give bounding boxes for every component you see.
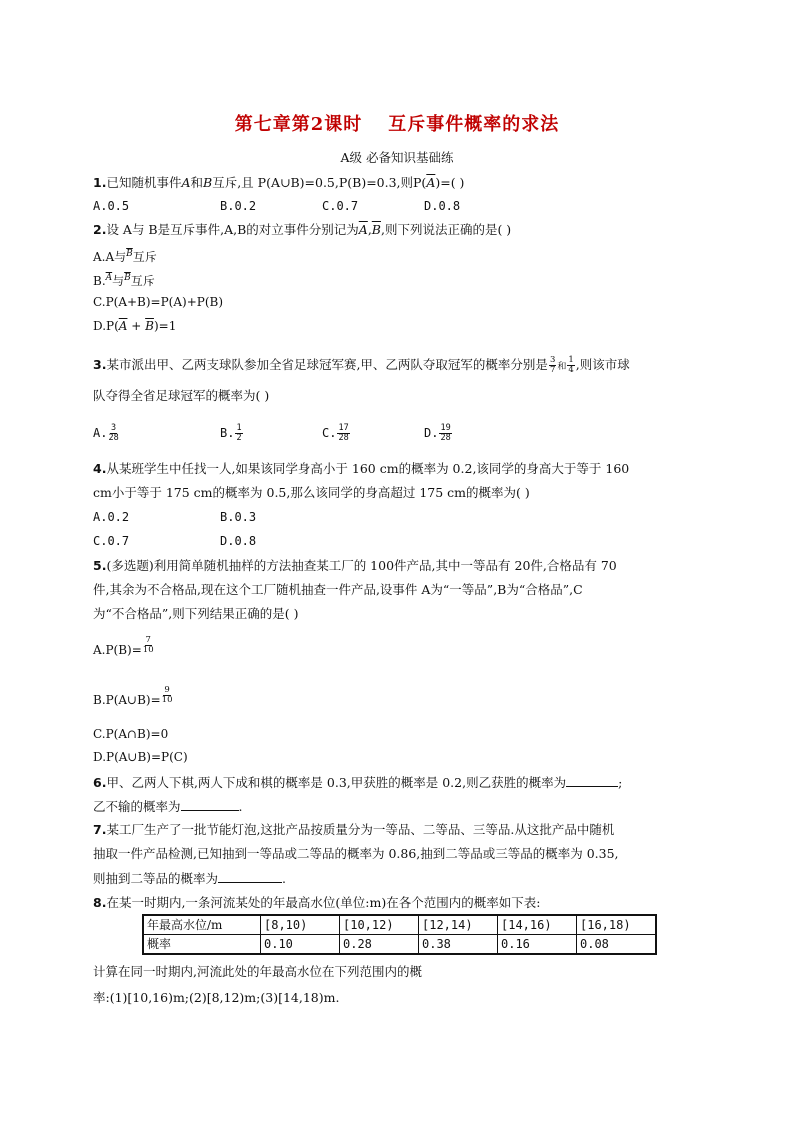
q7-line3: 则抽到二等品的概率为: [93, 871, 219, 886]
q2-number: 2.: [93, 222, 107, 237]
q5-opt-a-num: 7: [145, 635, 151, 645]
table-cell: 0.10: [261, 935, 340, 955]
q3-frac-b-num: 1: [568, 355, 574, 365]
q6-number: 6.: [93, 775, 107, 790]
q5-line1: (多选题)利用简单随机抽样的方法抽查某工厂的 100件产品,其中一等品有 20件,合格品有 70: [106, 558, 617, 573]
q8-number: 8.: [93, 895, 107, 910]
q3-opt-c-label: C.: [322, 426, 337, 440]
q4-option-c[interactable]: C.0.7: [93, 534, 130, 548]
q5-option-a-text: A.P(B)=: [93, 643, 142, 657]
q3-frac-b: [567, 356, 574, 375]
table-cell: 概率: [143, 935, 261, 955]
q5-option-b-text: B.P(A∪B)=: [93, 693, 161, 707]
q5-option-a[interactable]: [93, 635, 155, 658]
q3-opt-c-den: 28: [338, 433, 349, 443]
q3-option-d[interactable]: [424, 424, 453, 443]
q7-number: 7.: [93, 822, 107, 837]
question-3-line-1: [93, 356, 630, 375]
q2-option-b[interactable]: B.$^{\overline{A}}$与$^{\overline{B}}$互斥: [93, 273, 155, 288]
water-level-table: [142, 914, 657, 955]
question-7-line-2: 抽取一件产品检测,已知抽到一等品或二等品的概率为 0.86,抽到二等品或三等品的概率为 0.35,: [93, 846, 619, 861]
q6-line1-end: ;: [618, 775, 623, 790]
q3-opt-d-num: 19: [440, 423, 451, 433]
question-6-line-2: [93, 798, 243, 815]
q3-opt-d-label: D.: [424, 426, 439, 440]
table-cell: [14,16): [498, 915, 577, 935]
q6-answer-blank-2[interactable]: [181, 798, 239, 811]
q3-frac-a: [549, 356, 556, 375]
q8-line1: 在某一时期内,一条河流某处的年最高水位(单位:m)在各个范围内的概率如下表:: [106, 895, 541, 910]
q4-number: 4.: [93, 461, 107, 476]
q1-option-a[interactable]: A.0.5: [93, 199, 130, 213]
q3-opt-a-label: A.: [93, 426, 108, 440]
q6-answer-blank-1[interactable]: [566, 774, 618, 787]
question-5-line-2: 件,其余为不合格品,现在这个工厂随机抽查一件产品,设事件 A为“一等品”,B为“合格品”,C: [93, 582, 583, 597]
table-row: [143, 935, 656, 955]
q2-option-a-text: A.A与: [93, 250, 127, 264]
question-7-line-3: [93, 870, 286, 887]
q1-expression: P(A∪B)=0.5,P(B)=0.3,则P(: [257, 175, 427, 190]
q1-text-b: 和: [190, 175, 204, 190]
q4-option-d[interactable]: D.0.8: [220, 534, 257, 548]
q3-opt-a-den: 28: [108, 433, 119, 443]
q1-option-d[interactable]: D.0.8: [424, 199, 461, 213]
section-heading: A级 必备知识基础练: [340, 150, 454, 165]
q3-opt-b-num: 1: [236, 423, 242, 433]
q7-line1: 某工厂生产了一批节能灯泡,这批产品按质量分为一等品、二等品、三等品.从这批产品中随机: [106, 822, 615, 837]
question-8-line-2: 计算在同一时期内,河流此处的年最高水位在下列范围内的概: [93, 964, 422, 979]
q2-option-a[interactable]: A.A与$^{\overline{B}}$互斥: [93, 249, 157, 264]
q2-text: 设 A与 B是互斥事件,A,B的对立事件分别记为: [106, 222, 359, 237]
question-4-line-2: cm小于等于 175 cm的概率为 0.5,那么该同学的身高超过 175 cm的概率为( ): [93, 485, 530, 500]
q6-line2-end: .: [238, 799, 243, 814]
question-4-line-1: [93, 461, 629, 477]
q6-line2: 乙不输的概率为: [93, 799, 181, 814]
q5-option-c[interactable]: C.P(A∩B)=0: [93, 727, 169, 741]
table-cell: 0.28: [340, 935, 419, 955]
q5-option-b[interactable]: [93, 685, 174, 708]
q3-he: 和: [557, 362, 567, 372]
title-topic: 互斥事件概率的求法: [388, 114, 560, 135]
q2-option-b-text: B.: [93, 274, 106, 288]
q3-opt-b-label: B.: [220, 426, 235, 440]
q3-opt-d-den: 28: [440, 433, 451, 443]
q4-line1: 从某班学生中任找一人,如果该同学身高小于 160 cm的概率为 0.2,该同学的身高大于等于 160: [106, 461, 630, 476]
q2-option-d[interactable]: $D.P(\overline{A} + \overline{B})=1$: [93, 319, 177, 333]
q1-expression-end: )=( ): [435, 175, 465, 190]
q3-line1-end: ,则该市球: [575, 357, 630, 372]
q6-line1: 甲、乙两人下棋,两人下成和棋的概率是 0.3,甲获胜的概率是 0.2,则乙获胜的概率为: [106, 775, 567, 790]
q2-text-end: ,则下列说法正确的是( ): [380, 222, 512, 237]
table-cell: [8,10): [261, 915, 340, 935]
table-cell: 0.08: [577, 935, 657, 955]
question-5-line-1: [93, 558, 617, 574]
q3-opt-b-den: 2: [236, 433, 242, 443]
q3-opt-a-num: 3: [111, 423, 117, 433]
q3-option-c[interactable]: [322, 424, 351, 443]
q2-option-b-end: 互斥: [130, 274, 155, 288]
q2-option-d-end: )=1: [153, 319, 177, 333]
q1-text-a: 已知随机事件: [106, 175, 182, 190]
q3-opt-c-num: 17: [338, 423, 349, 433]
question-8-line-3: 率:(1)[10,16)m;(2)[8,12)m;(3)[14,18)m.: [93, 990, 340, 1005]
q2-option-c[interactable]: C.P(A+B)=P(A)+P(B): [93, 295, 224, 309]
question-1: 1.已知随机事件A和B互斥,且 P(A∪B)=0.5,P(B)=0.3,则$P(\overline{A})=$( ): [93, 175, 465, 190]
question-5-line-3: 为“不合格品”,则下列结果正确的是( ): [93, 606, 299, 621]
page-title: [0, 110, 794, 136]
title-chapter: 第七章第2课时: [234, 114, 363, 135]
table-cell: [12,14): [419, 915, 498, 935]
table-cell: 0.38: [419, 935, 498, 955]
q4-option-b[interactable]: B.0.3: [220, 510, 257, 524]
q5-opt-a-den: 10: [142, 645, 154, 655]
q5-option-d[interactable]: D.P(A∪B)=P(C): [93, 750, 188, 764]
table-cell: [10,12): [340, 915, 419, 935]
q3-frac-b-den: 4: [568, 365, 574, 375]
q7-answer-blank[interactable]: [218, 870, 282, 883]
question-7-line-1: [93, 822, 614, 838]
q1-option-b[interactable]: B.0.2: [220, 199, 257, 213]
question-8-line-1: [93, 895, 540, 911]
q1-option-c[interactable]: C.0.7: [322, 199, 359, 213]
table-cell: 0.16: [498, 935, 577, 955]
q3-number: 3.: [93, 357, 107, 372]
q7-line3-end: .: [282, 871, 286, 886]
q3-option-b[interactable]: [220, 424, 244, 443]
q1-text-c: 互斥,且: [212, 175, 254, 190]
q3-line1: 某市派出甲、乙两支球队参加全省足球冠军赛,甲、乙两队夺取冠军的概率分别是: [106, 357, 548, 372]
q3-frac-a-num: 3: [549, 355, 556, 365]
q3-frac-a-den: 7: [549, 365, 556, 375]
question-3-line-2: 队夺得全省足球冠军的概率为( ): [93, 388, 270, 403]
q2-option-a-end: 互斥: [132, 250, 157, 264]
question-6-line-1: [93, 774, 622, 791]
q4-option-a[interactable]: A.0.2: [93, 510, 130, 524]
table-cell: 年最高水位/m: [143, 915, 261, 935]
q5-opt-b-den: 10: [161, 695, 173, 705]
q5-number: 5.: [93, 558, 107, 573]
table-header-row: [143, 915, 656, 935]
q5-opt-b-num: 9: [164, 685, 170, 695]
q2-option-d-text: D.P(: [93, 319, 119, 333]
q3-option-a[interactable]: [93, 424, 120, 443]
question-2: 2.设 A与 B是互斥事件,A,B的对立事件分别记为$\overline{A},\overline{B}$,则下列说法正确的是( ): [93, 222, 512, 237]
q1-number: 1.: [93, 175, 107, 190]
table-cell: [16,18): [577, 915, 657, 935]
